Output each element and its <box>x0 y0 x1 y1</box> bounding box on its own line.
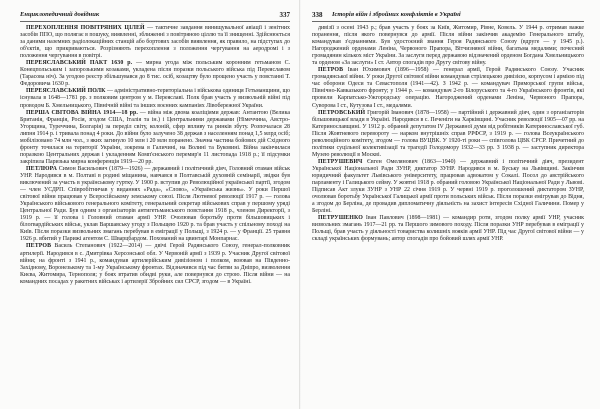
entry-headword: ПЕТРОВ <box>318 67 344 74</box>
entry-continuation <box>312 25 584 67</box>
entry-body: Григорій Іванович (1878—1958) — партійний і державний діяч, один з організаторів більшовицької влади в Україні. Народився в с. Печеніги на Харківщині. Учасник революції 1905—07 рр. на Катеринославщині. У 1912 р. обраний депутатом IV Державної думи від робітників Катеринославської губ. Після Жовтневого перевороту — нарком внутрішніх справ РРФСР, з 1919 р. — голова Всеукраїнського революційного комітету, згодом — голова ВУЦВК. У 1920-ті роки — співголова ЦВК СРСР. Причетний до політики суцільної колективізації та трагедії Голодомору 1932—33 рр. З 1938 р. — заступник директора Музею революції в Москві. <box>312 109 584 158</box>
entry-body: Іван Павлович (1898—1981) — командир роти, згодом полку армії УНР, учасник визвольних змагань 1917—21 рр. та Першого зимового походу. Після поразки УНР перебував в еміграції у Польщі, брав участь у діяльності товариства колишніх вояків армії УНР. Під час Другої світової війни — у складі українських формувань; автор спогадів про бойовий шлях армії УНР. <box>312 215 584 243</box>
entry <box>20 88 290 109</box>
entry-headword: ПЕТРОВСЬКИЙ <box>318 109 366 116</box>
right-page-number: 338 <box>312 11 323 19</box>
entry <box>20 166 290 244</box>
book-gutter <box>299 0 301 409</box>
entry-headword: ПЕРЕЯСЛАВСЬКИЙ ПАКТ 1630 р. <box>26 60 133 67</box>
entry-body: — адміністративно-територіальна і військова одиниця Гетьманщини, що існувала в 1648—1781 рр. з полковим центром у м. Переяславі. Полк брав участь у визвольній війні під проводом Б. Хмельницького, Північній війні та інших воєнних кампаніях Лівобережної України. <box>20 88 290 109</box>
right-page-text <box>312 25 584 243</box>
entry-headword: ПЕРЕХОПЛЕННЯ ПОВІТРЯНИХ ЦІЛЕЙ <box>26 25 145 31</box>
entry-body: Іван Юхимович (1896—1958) — генерал армії, Герой Радянського Союзу. Учасник громадянської війни. У роки Другої світової війни командував стрілецькою дивізією, корпусом і армією під час оборони Одеси та Севастополя (1941—42). З 1942 р. — командувач Приморської групи військ, Північно-Кавказького фронту; у 1944 р. — командувач 2-го Білоруського та 4-го Українського фронтів, які провели Карпатсько-Ужгородську операцію. Нагороджений орденами Леніна, Червоного Прапора, Суворова I ст., Кутузова I ст., медалями. <box>312 67 584 109</box>
entry <box>20 25 290 60</box>
entry-headword: ПЕТРОВ <box>26 243 52 250</box>
entry-body: Євген Омелянович (1863—1940) — державний і політичний діяч, президент Української Національної Ради ЗУНР, диктатор ЗУНР. Народився в м. Буську на Львівщині. Закінчив юридичний факультет Львівського університету, працював адвокатом у Сокалі. Посол до австрійського парламенту і Галицького сейму. У жовтні 1918 р. обраний головою Української Національної Ради у Львові. Підписав Акт злуки ЗУНР з УНР 22 січня 1919 р. У червні 1919 р. проголошений диктатором ЗУНР, очолював боротьбу Української Галицької армії проти польських військ. Після поразки емігрував до Відня, а згодом до Берліна, де провадив дипломатичну діяльність на захист інтересів Східної Галичини. Помер у Берліні. <box>312 158 584 215</box>
entry <box>312 67 584 109</box>
left-page-number: 337 <box>279 11 290 19</box>
entry-body: Василь Степанович (1922—2014) — двічі Герой Радянського Союзу, генерал-полковник артилерії. Народився в с. Дмитрівка Херсонської обл. У Червоній армії з 1939 р. Учасник Другої світової війни; на фронті з 1941 р., командував артилерійським дивізіоном і полком, воював на Південно-Західному, Воронезькому та 1-му Українському фронтах. Відзначився під час битви за Дніпро, визволення Києва, Житомира, Тернополя; у боях втратив обидві руки, але повернувся до строю. Після війни — на командних посадах у ракетних військах і артилерії Збройних сил СРСР, згодом — в Україні. <box>20 243 290 285</box>
entry <box>312 215 584 243</box>
left-page <box>20 10 290 400</box>
right-page-title: Історія війн і збройних конфліктів в Україні <box>332 11 461 18</box>
left-running-head <box>20 10 290 22</box>
entry <box>20 60 290 88</box>
entry <box>312 110 584 159</box>
entry-body: Симон Васильович (1879—1926) — державний і політичний діяч, Головний отаман військ УНР. Народився в м. Полтаві в родині міщанина, навчався в Полтавській духовній семінарії, звідки був виключений за участь в українському гуртку. У 1900 р. вступив до Революційної української партії, згодом — член УСДРП. Співробітничав у виданнях «Рада», «Слово», «Українська жизнь». У роки Першої світової війни працював у Всеросійському земському союзі. Після Лютневої революції 1917 р. — голова Українського військового генерального комітету, генеральний секретар військових справ у першому уряді Центральної Ради. Був одним з організаторів антигетьманського повстання 1918 р., членом Директорії, з 1919 р. — її голова і Головний отаман армії УНР. Очолював боротьбу проти більшовицьких і білогвардійських військ, уклав Варшавську угоду з Польщею 1920 р. та брав участь у спільному поході на Київ. Після поразки визвольних змагань перебував в еміграції у Польщі, з 1924 р. — у Франції. 25 травня 1926 р. вбитий у Парижі агентом С. Шварцбардом. Похований на цвинтарі Монпарнас. <box>20 165 290 243</box>
entry-headword: ПЕТРУШЕВИЧ <box>318 158 363 165</box>
left-page-text <box>20 25 290 286</box>
entry-headword: ПЕРША СВІТОВА ВІЙНА 1914—18 рр. <box>26 109 138 116</box>
entry-body: — тактичне завдання винищувальної авіації і зенітних засобів ППО, що полягає в пошуку, виявленні, зближенні з повітряною ціллю та її знищенні. Здійснюється за даними наземних радіолокаційних станцій або бортових засобів виявлення, як правило, на підступах до об'єктів, що прикриваються. Розрізняють перехоплення з положення чергування на аеродромі і з положення чергування в повітрі. <box>20 25 290 60</box>
right-page <box>312 10 584 400</box>
left-page-title: Енциклопедичний довідник <box>20 11 100 18</box>
entry <box>20 243 290 285</box>
entry-body: — мирна угода між польським коронним гетьманом С. Конецпольським і запорозькими козаками, укладена після поразки польського війська під Переяславом (Тарасова ніч). За угодою реєстр збільшувався до 8 тис. осіб, козацтву було прощено участь у повстанні Т. Федоровича 1630 р. <box>20 60 290 88</box>
right-running-head <box>312 10 584 22</box>
entry-headword: ПЕРЕЯСЛАВСЬКИЙ ПОЛК <box>26 88 106 95</box>
entry-headword: ПЕТРУШЕНКО <box>318 215 363 222</box>
entry-body: — війна між двома коаліціями держав: Антантою (Велика Британія, Франція, Росія, згодом США, Італія та ін.) і Центральними державами (Німеччина, Австро-Угорщина, Туреччина, Болгарія) за переділ світу, колоній, сфер впливу та ринків збуту. Розпочалася 28 липня 1914 р. і тривала понад 4 роки. До війни було залучено 38 держав з населенням понад 1,5 млрд осіб; мобілізовано 74 млн чол., з яких загинуло 10 млн і 20 млн поранено. Значна частина бойових дій Східного фронту точилася на території України, зокрема в Галичині, на Волині та Буковині. Війна закінчилася поразкою Центральних держав і укладенням Комп'єнського перемир'я 11 листопада 1918 р.; її підсумки закріпила Паризька мирна конференція 1919—20 рр. <box>20 109 290 165</box>
entry-headword: ПЕТЛЮРА <box>26 165 57 172</box>
entry <box>312 159 584 215</box>
entry-body: дивізії з осені 1943 р.; брав участь у боях за Київ, Житомир, Рівне, Ковель. У 1944 р. отримав важке поранення, після якого повернувся до армії. Після війни закінчив академію Генерального штабу, командував з'єднаннями. Був удостоєний звання Героя Радянського Союзу (вдруге — у 1945 р.). Нагороджений орденами Леніна, Червоного Прапора, Вітчизняної війни, багатьма медалями; почесний громадянин кількох міст України. За заслуги перед державою відзначений орденом Богдана Хмельницького та орденом «За заслуги» I ст. Автор спогадів про Другу світову війну. <box>312 25 584 67</box>
entry <box>20 110 290 166</box>
